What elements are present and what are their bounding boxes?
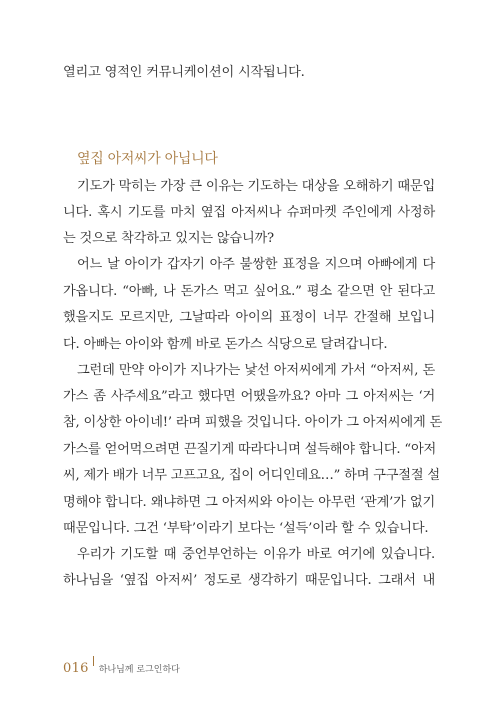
- page-footer: [63, 661, 180, 681]
- paragraph-line: 니다. 혹시 기도를 마치 옆집 아저씨나 슈퍼마켓 주인에게 사정하: [63, 205, 435, 220]
- paragraph-line: 가옵니다. “아빠, 나 돈가스 먹고 싶어요.” 평소 같으면 안 된다고: [63, 284, 435, 299]
- section-heading: 옆집 아저씨가 아닙니다: [77, 151, 218, 167]
- paragraph-line: 가스를 얻어먹으려면 끈질기게 따라다니며 설득해야 합니다. “아저: [63, 442, 437, 457]
- footer-divider: [93, 656, 94, 666]
- paragraph-line: 씨, 제가 배가 너무 고프고요, 집이 어디인데요…” 하며 구구절절 설: [63, 468, 440, 483]
- paragraph-line: 다. 아빠는 아이와 함께 바로 돈가스 식당으로 달려갑니다.: [63, 337, 388, 352]
- paragraph-line: 우리가 기도할 때 중언부언하는 이유가 바로 여기에 있습니다.: [77, 547, 435, 562]
- paragraph-line: 기도가 막히는 가장 큰 이유는 기도하는 대상을 오해하기 때문입: [77, 179, 435, 194]
- paragraph-line: 가스 좀 사주세요”라고 했다면 어땠을까요? 아마 그 아저씨는 ‘거: [63, 389, 435, 404]
- paragraph-line: 어느 날 아이가 갑자기 아주 불쌍한 표정을 지으며 아빠에게 다: [77, 257, 435, 272]
- paragraph-line: 참, 이상한 아이네!’ 라며 피했을 것입니다. 아이가 그 아저씨에게 돈: [63, 415, 443, 430]
- continued-paragraph-line: 열리고 영적인 커뮤니케이션이 시작됩니다.: [63, 65, 305, 80]
- paragraph-line: 는 것으로 착각하고 있지는 않습니까?: [63, 231, 274, 246]
- paragraph-line: 그런데 만약 아이가 지나가는 낯선 아저씨에게 가서 “아저씨, 돈: [77, 363, 435, 378]
- running-book-title: 하나님께 로그인하다: [98, 665, 180, 675]
- paragraph-line: 명해야 합니다. 왜냐하면 그 아저씨와 아이는 아무런 ‘관계’가 없기: [63, 495, 435, 510]
- paragraph-line: 하나님을 ‘옆집 아저씨’ 정도로 생각하기 때문입니다. 그래서 내: [63, 573, 435, 588]
- page-number: 016: [63, 661, 89, 676]
- paragraph-line: 때문입니다. 그건 ‘부탁’이라기 보다는 ‘설득’이라 할 수 있습니다.: [63, 521, 429, 536]
- paragraph-line: 했을지도 모르지만, 그날따라 아이의 표정이 너무 간절해 보입니: [63, 310, 435, 325]
